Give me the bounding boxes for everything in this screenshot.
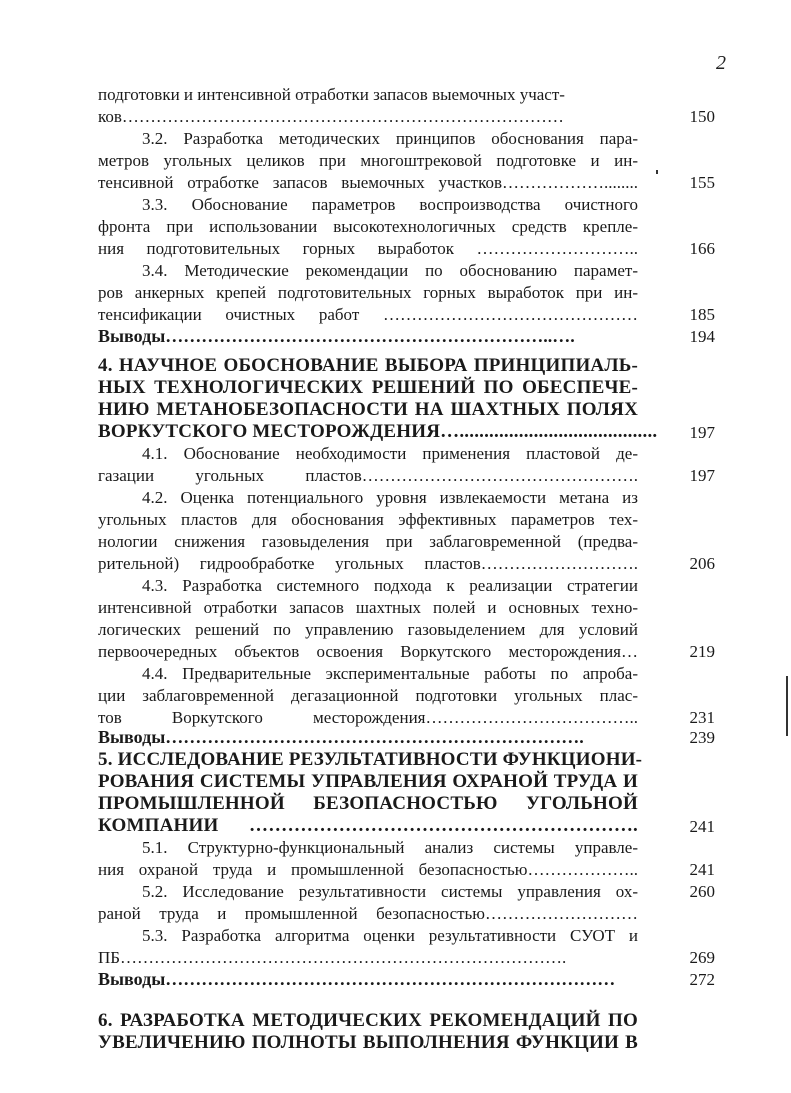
scan-margin-mark — [786, 676, 788, 736]
chapter-heading-6: УВЕЛИЧЕНИЮ ПОЛНОТЫ ВЫПОЛНЕНИЯ ФУНКЦИИ В — [98, 1032, 638, 1053]
chapter-heading-5: 5. ИССЛЕДОВАНИЕ РЕЗУЛЬТАТИВНОСТИ ФУНКЦИОНИ- — [98, 749, 643, 770]
toc-line: подготовки и интенсивной отработки запасов выемочных участ- — [98, 85, 565, 104]
chapter-heading-4: НИЮ МЕТАНОБЕЗОПАСНОСТИ НА ШАХТНЫХ ПОЛЯХ — [98, 399, 638, 420]
toc-page-number: 166 — [689, 239, 715, 258]
toc-line: 5.2. Исследование результативности системы управления ох- — [142, 882, 638, 901]
toc-page-number: 239 — [689, 728, 715, 747]
toc-conclusions: Выводы………………………………………………………..…. — [98, 326, 575, 346]
toc-line: газации угольных пластов…………………………………………. — [98, 466, 638, 485]
toc-page-number: 197 — [689, 466, 715, 485]
toc-page-number: 272 — [689, 970, 715, 989]
toc-page-number: 241 — [689, 817, 715, 836]
toc-line: тенсификации очистных работ ……………………………………… — [98, 305, 638, 324]
toc-line: метров угольных целиков при многоштрековой подготовке и ин- — [98, 151, 638, 170]
toc-page-number: 269 — [689, 948, 715, 967]
toc-line: 5.3. Разработка алгоритма оценки результативности СУОТ и — [142, 926, 638, 945]
toc-line: 4.1. Обоснование необходимости применения пластовой де- — [142, 444, 638, 463]
chapter-heading-4: ВОРКУТСКОГО МЕСТОРОЖДЕНИЯ…........................................ — [98, 421, 658, 442]
toc-line: 3.2. Разработка методических принципов обоснования пара- — [142, 129, 638, 148]
toc-line: тенсивной отработке запасов выемочных участков………………........ — [98, 173, 638, 192]
toc-line: тов Воркутского месторождения……………………………….. — [98, 708, 638, 727]
toc-line: ров анкерных крепей подготовительных горных выработок при ин- — [98, 283, 638, 302]
toc-line: нологии снижения газовыделения при заблаговременной (предва- — [98, 532, 638, 551]
toc-line: ков…………………………………………………………………… — [98, 107, 564, 126]
toc-line: фронта при использовании высокотехнологичных средств крепле- — [98, 217, 638, 236]
toc-page-number: 206 — [689, 554, 715, 573]
toc-line: рительной) гидрообработке угольных пластов………………………. — [98, 554, 638, 573]
toc-page-number: 197 — [689, 423, 715, 442]
toc-page-number: 241 — [689, 860, 715, 879]
toc-page-number: 194 — [689, 327, 715, 346]
scan-speck — [656, 170, 658, 174]
toc-line: ции заблаговременной дегазационной подготовки угольных плас- — [98, 686, 638, 705]
toc-line: раной труда и промышленной безопасностью……………………… — [98, 904, 638, 923]
toc-line: ПБ……………………………………………………………………. — [98, 948, 567, 967]
toc-page-number: 150 — [689, 107, 715, 126]
toc-line: ния охраной труда и промышленной безопасностью……………….. — [98, 860, 638, 879]
toc-line: 5.1. Структурно-функциональный анализ системы управле- — [142, 838, 638, 857]
toc-line: 4.2. Оценка потенциального уровня извлекаемости метана из — [142, 488, 638, 507]
toc-page-number: 260 — [689, 882, 715, 901]
toc-line: ния подготовительных горных выработок ……………………….. — [98, 239, 638, 258]
toc-line: первоочередных объектов освоения Воркутского месторождения… — [98, 642, 638, 661]
toc-conclusions: Выводы………………………………………………………………… — [98, 969, 616, 989]
toc-page-number: 185 — [689, 305, 715, 324]
toc-line: 4.4. Предварительные экспериментальные работы по апроба- — [142, 664, 638, 683]
chapter-heading-4: 4. НАУЧНОЕ ОБОСНОВАНИЕ ВЫБОРА ПРИНЦИПИАЛЬ- — [98, 355, 638, 376]
toc-page-number: 155 — [689, 173, 715, 192]
toc-line: 3.3. Обоснование параметров воспроизводства очистного — [142, 195, 638, 214]
page-number-marker: 2 — [716, 52, 726, 74]
chapter-heading-5: КОМПАНИИ ……………………………………………………. — [98, 815, 638, 836]
chapter-heading-4: НЫХ ТЕХНОЛОГИЧЕСКИХ РЕШЕНИЙ ПО ОБЕСПЕЧЕ- — [98, 377, 638, 398]
toc-line: угольных пластов для обоснования эффективных параметров тех- — [98, 510, 638, 529]
toc-line: интенсивной отработки запасов шахтных полей и основных техно- — [98, 598, 638, 617]
toc-page-number: 219 — [689, 642, 715, 661]
toc-line: логических решений по управлению газовыделением для условий — [98, 620, 638, 639]
toc-line: 4.3. Разработка системного подхода к реализации стратегии — [142, 576, 638, 595]
chapter-heading-5: ПРОМЫШЛЕННОЙ БЕЗОПАСНОСТЬЮ УГОЛЬНОЙ — [98, 793, 638, 814]
toc-conclusions: Выводы……………………………………………………………. — [98, 727, 584, 747]
chapter-heading-5: РОВАНИЯ СИСТЕМЫ УПРАВЛЕНИЯ ОХРАНОЙ ТРУДА И — [98, 771, 638, 792]
toc-line: 3.4. Методические рекомендации по обоснованию парамет- — [142, 261, 638, 280]
chapter-heading-6: 6. РАЗРАБОТКА МЕТОДИЧЕСКИХ РЕКОМЕНДАЦИЙ ПО — [98, 1010, 638, 1031]
toc-page-number: 231 — [689, 708, 715, 727]
